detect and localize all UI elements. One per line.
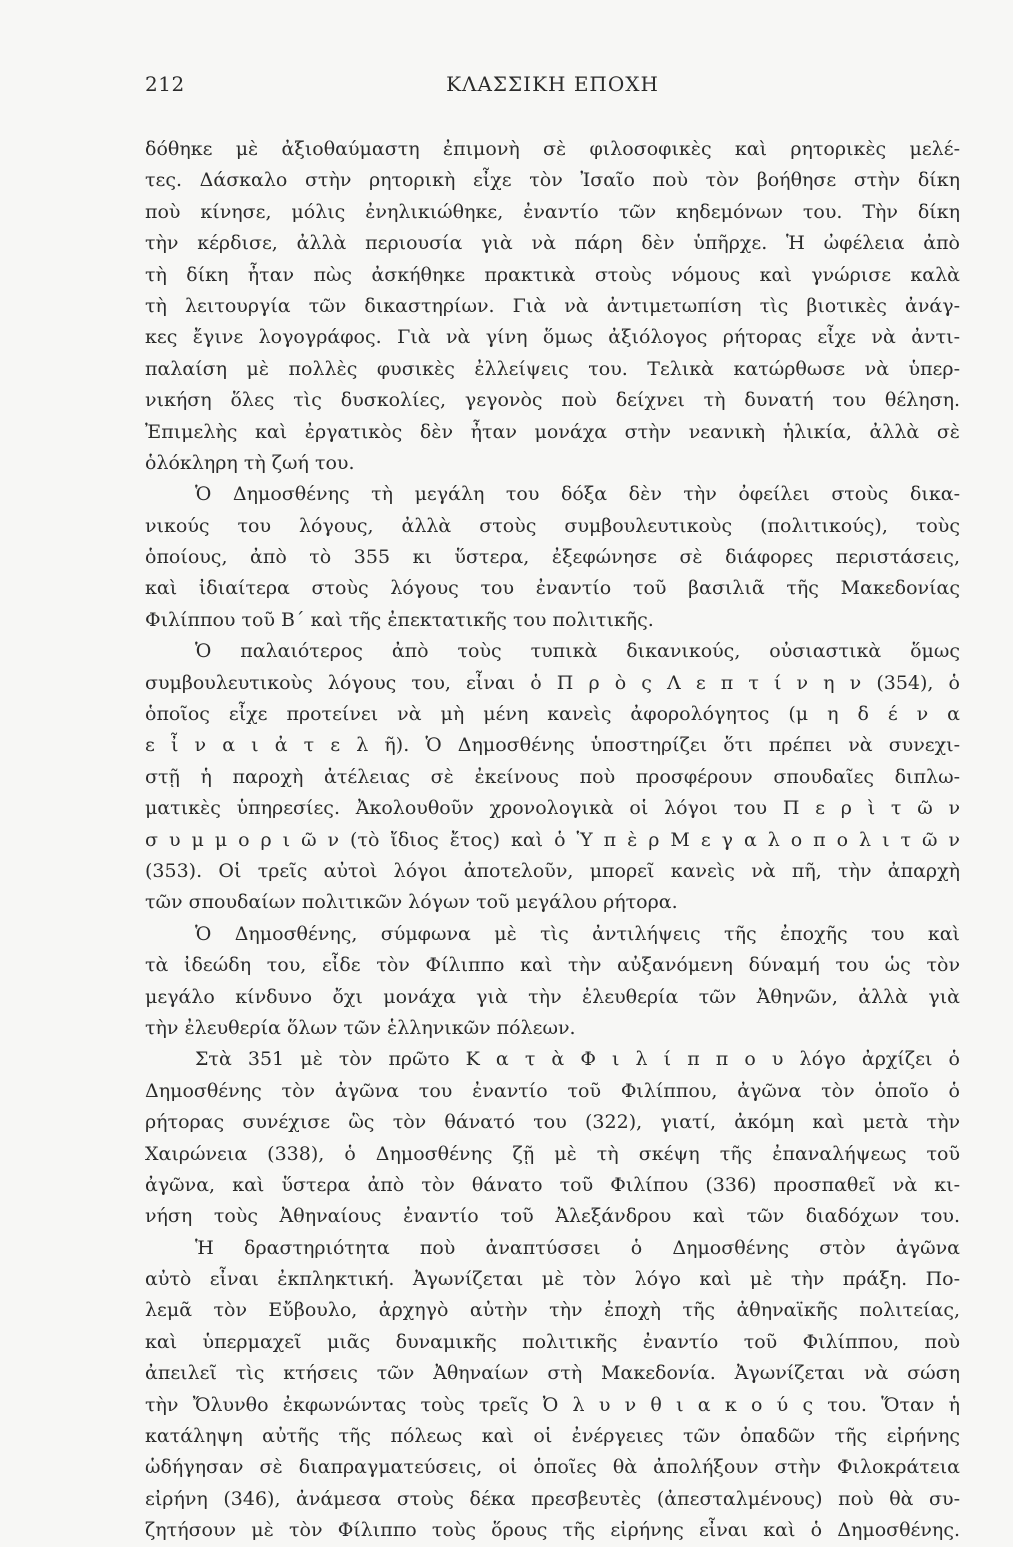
text-line: ὁλόκληρη τὴ ζωή του. — [145, 451, 355, 474]
text-line: τῶν σπουδαίων πολιτικῶν λόγων τοῦ μεγάλου ρήτορα. — [145, 891, 678, 914]
text-line: τὴν κέρδισε, ἀλλὰ περιουσία γιὰ νὰ πάρη δὲν ὑπῆρχε. Ἡ ὠφέλεια ἀπὸ — [145, 232, 960, 255]
text-line: ματικὲς ὑπηρεσίες. Ἀκολουθοῦν χρονολογικὰ οἱ λόγοι του Π ε ρ ὶ τ ῶ ν — [145, 797, 960, 820]
text-line: καὶ ὑπερμαχεῖ μιᾶς δυναμικῆς πολιτικῆς ἐναντίο τοῦ Φιλίππου, ποὺ — [145, 1330, 960, 1353]
text-line: ὁποίους, ἀπὸ τὸ 355 κι ὕστερα, ἐξεφώνησε σὲ διάφορες περιστάσεις, — [145, 546, 960, 569]
running-head: ΚΛΑΣΣΙΚΗ ΕΠΟΧΗ — [446, 72, 659, 96]
text-line: νικούς του λόγους, ἀλλὰ στοὺς συμβουλευτικοὺς (πολιτικούς), τοὺς — [145, 514, 960, 537]
text-line: Φιλίππου τοῦ Β΄ καὶ τῆς ἐπεκτατικῆς του πολιτικῆς. — [145, 608, 654, 631]
text-line: καὶ ἰδιαίτερα στοὺς λόγους του ἐναντίο τοῦ βασιλιᾶ τῆς Μακεδονίας — [145, 577, 960, 600]
text-line: ὡδήγησαν σὲ διαπραγματεύσεις, οἱ ὁποῖες θὰ ἀπολήξουν στὴν Φιλοκράτεια — [145, 1456, 960, 1479]
text-line: παλαίση μὲ πολλὲς φυσικὲς ἐλλείψεις του. Τελικὰ κατώρθωσε νὰ ὑπερ- — [145, 357, 960, 380]
body-text — [145, 134, 960, 1547]
text-line: ἀπειλεῖ τὶς κτήσεις τῶν Ἀθηναίων στὴ Μακεδονία. Ἀγωνίζεται νὰ σώση — [145, 1362, 960, 1385]
text-line: νικήση ὅλες τὶς δυσκολίες, γεγονὸς ποὺ δείχνει τὴ δυνατή του θέληση. — [145, 389, 960, 412]
text-line: λεμᾶ τὸν Εὔβουλο, ἀρχηγὸ αὐτὴν τὴν ἐποχὴ τῆς ἀθηναϊκῆς πολιτείας, — [145, 1299, 960, 1322]
text-line: τὴν Ὄλυνθο ἐκφωνώντας τοὺς τρεῖς Ὀ λ υ ν θ ι α κ ο ύ ς του. Ὅταν ἡ — [145, 1393, 960, 1416]
text-line: τὴ δίκη ἦταν πὼς ἀσκήθηκε πρακτικὰ στοὺς νόμους καὶ γνώρισε καλὰ — [145, 263, 960, 286]
text-line: Χαιρώνεια (338), ὁ Δημοσθένης ζῇ μὲ τὴ σκέψη τῆς ἐπαναλήψεως τοῦ — [145, 1142, 960, 1165]
text-line: κατάληψη αὐτῆς τῆς πόλεως καὶ οἱ ἐνέργειες τῶν ὀπαδῶν τῆς εἰρήνης — [145, 1425, 960, 1448]
text-line: δόθηκε μὲ ἀξιοθαύμαστη ἐπιμονὴ σὲ φιλοσοφικὲς καὶ ρητορικὲς μελέ- — [145, 138, 960, 160]
text-line: νήση τοὺς Ἀθηναίους ἐναντίο τοῦ Ἀλεξάνδρου καὶ τῶν διαδόχων του. — [145, 1205, 960, 1228]
text-line: Ὁ παλαιότερος ἀπὸ τοὺς τυπικὰ δικανικούς, οὐσιαστικὰ ὅμως — [195, 640, 960, 663]
text-line: αὐτὸ εἶναι ἐκπληκτική. Ἀγωνίζεται μὲ τὸν λόγο καὶ μὲ τὴν πράξη. Πο- — [145, 1268, 960, 1291]
text-line: ζητήσουν μὲ τὸν Φίλιππο τοὺς ὅρους τῆς εἰρήνης εἶναι καὶ ὁ Δημοσθένης. — [145, 1519, 960, 1542]
text-line: Στὰ 351 μὲ τὸν πρῶτο Κ α τ ὰ Φ ι λ ί π π ο υ λόγο ἀρχίζει ὁ — [195, 1048, 960, 1071]
text-line: κες ἔγινε λογογράφος. Γιὰ νὰ γίνη ὅμως ἀξιόλογος ρήτορας εἶχε νὰ ἀντι- — [145, 326, 960, 349]
text-line: Δημοσθένης τὸν ἀγῶνα του ἐναντίο τοῦ Φιλίππου, ἀγῶνα τὸν ὁποῖο ὁ — [145, 1079, 960, 1102]
text-line: τες. Δάσκαλο στὴν ρητορικὴ εἶχε τὸν Ἰσαῖο ποὺ τὸν βοήθησε στὴν δίκη — [145, 169, 960, 192]
text-line: σ υ μ μ ο ρ ι ῶ ν (τὸ ἴδιος ἔτος) καὶ ὁ Ὑ π ὲ ρ Μ ε γ α λ ο π ο λ ι τ ῶ ν — [145, 828, 960, 851]
text-line: Ὁ Δημοσθένης, σύμφωνα μὲ τὶς ἀντιλήψεις τῆς ἐποχῆς του καὶ — [195, 922, 960, 945]
text-line: συμβουλευτικοὺς λόγους του, εἶναι ὁ Π ρ ὸ ς Λ ε π τ ί ν η ν (354), ὁ — [145, 671, 960, 694]
text-line: μεγάλο κίνδυνο ὄχι μονάχα γιὰ τὴν ἐλευθερία τῶν Ἀθηνῶν, ἀλλὰ γιὰ — [145, 985, 960, 1008]
text-line: Ὁ Δημοσθένης τὴ μεγάλη του δόξα δὲν τὴν ὀφείλει στοὺς δικα- — [195, 483, 960, 506]
text-line: (353). Οἱ τρεῖς αὐτοὶ λόγοι ἀποτελοῦν, μπορεῖ κανεὶς νὰ πῆ, τὴν ἀπαρχὴ — [145, 859, 960, 882]
text-line: ἀγῶνα, καὶ ὕστερα ἀπὸ τὸν θάνατο τοῦ Φιλίπου (336) προσπαθεῖ νὰ κι- — [145, 1173, 960, 1196]
page-number: 212 — [145, 72, 185, 96]
text-line: στῇ ἡ παροχὴ ἀτέλειας σὲ ἐκείνους ποὺ προσφέρουν σπουδαῖες διπλω- — [145, 765, 960, 788]
text-line: εἰρήνη (346), ἀνάμεσα στοὺς δέκα πρεσβευτὲς (ἀπεσταλμένους) ποὺ θὰ συ- — [145, 1487, 960, 1510]
text-line: ρήτορας συνέχισε ὣς τὸν θάνατό του (322), γιατί, ἀκόμη καὶ μετὰ τὴν — [145, 1111, 960, 1134]
text-line: ποὺ κίνησε, μόλις ἐνηλικιώθηκε, ἐναντίο τῶν κηδεμόνων του. Τὴν δίκη — [145, 200, 960, 223]
page-header — [145, 72, 960, 102]
text-line: Ἡ δραστηριότητα ποὺ ἀναπτύσσει ὁ Δημοσθένης στὸν ἀγῶνα — [195, 1236, 960, 1259]
text-line: ε ἶ ν α ι ἀ τ ε λ ῆ). Ὁ Δημοσθένης ὑποστηρίζει ὅτι πρέπει νὰ συνεχι- — [145, 734, 960, 757]
text-line: ὁποῖος εἶχε προτείνει νὰ μὴ μένη κανεὶς ἀφορολόγητος (μ η δ έ ν α — [145, 703, 960, 726]
text-line: τὰ ἰδεώδη του, εἶδε τὸν Φίλιππο καὶ τὴν αὐξανόμενη δύναμή του ὡς τὸν — [145, 954, 960, 977]
text-line: τὴν ἐλευθερία ὅλων τῶν ἑλληνικῶν πόλεων. — [145, 1016, 576, 1039]
text-line: Ἐπιμελὴς καὶ ἐργατικὸς δὲν ἦταν μονάχα στὴν νεανικὴ ἡλικία, ἀλλὰ σὲ — [145, 420, 960, 443]
text-line: τὴ λειτουργία τῶν δικαστηρίων. Γιὰ νὰ ἀντιμετωπίση τὶς βιοτικὲς ἀνάγ- — [145, 294, 960, 317]
